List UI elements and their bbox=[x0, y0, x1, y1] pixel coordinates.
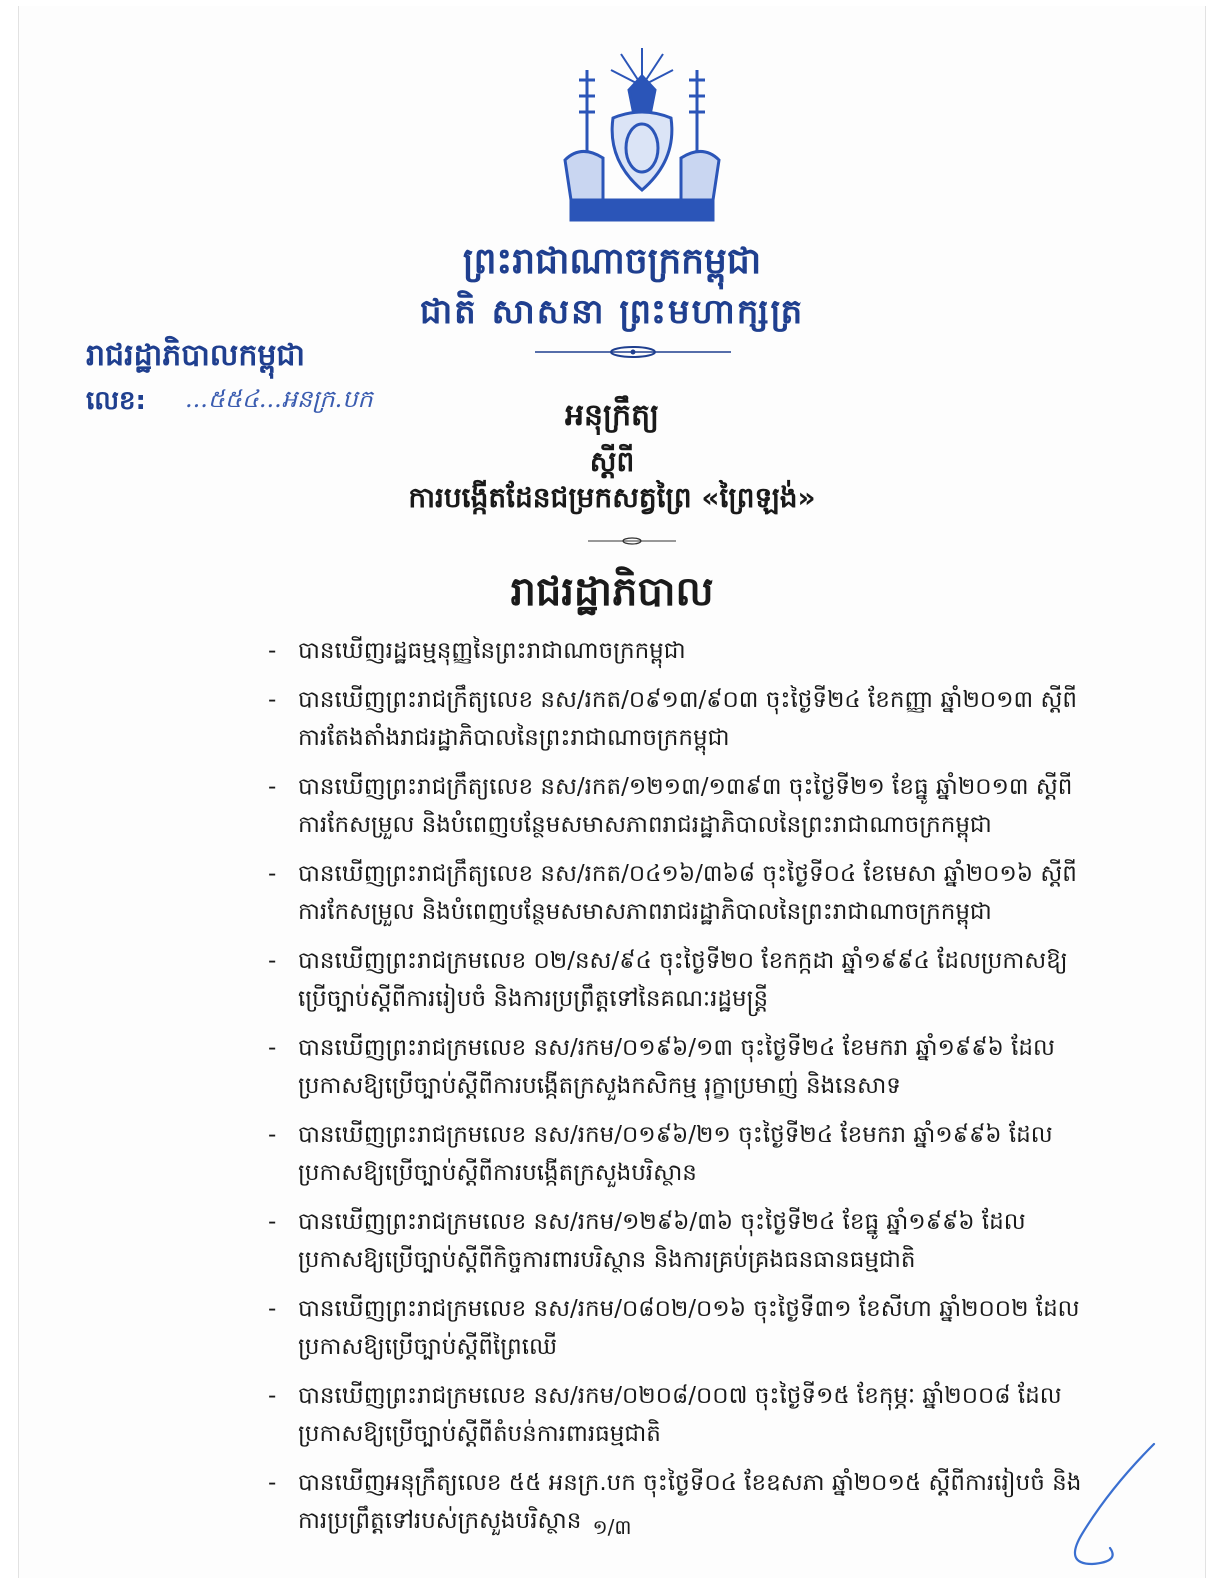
consideration-text: បានឃើញព្រះរាជក្រមលេខ នស/រកម/១២៩៦/៣៦ ចុះថ្ងៃទី២៤ ខែធ្នូ ឆ្នាំ១៩៩៦ ដែលប្រកាសឱ្យប្រើច្បាប់ស្តីពីកិច្ចការពារបរិស្ថាន និងការគ្រប់គ្រងធនធានធម្មជាតិ bbox=[298, 1209, 1026, 1273]
consideration-text: បានឃើញព្រះរាជក្រឹត្យលេខ នស/រកត/១២១៣/១៣៩៣ ចុះថ្ងៃទី២១ ខែធ្នូ ឆ្នាំ២០១៣ ស្តីពីការកែសម្រួល និងបំពេញបន្ថែមសមាសភាពរាជរដ្ឋាភិបាលនៃព្រះរាជាណាចក្រកម្ពុជា bbox=[298, 774, 1073, 838]
consideration-text: បានឃើញព្រះរាជក្រមលេខ ០២/នស/៩៤ ចុះថ្ងៃទី២០ ខែកក្កដា ឆ្នាំ១៩៩៤ ដែលប្រកាសឱ្យប្រើច្បាប់ស្តីពីការរៀបចំ និងការប្រព្រឹត្តទៅនៃគណៈរដ្ឋមន្ត្រី bbox=[298, 948, 1068, 1012]
list-item: - បានឃើញព្រះរាជក្រមលេខ ០២/នស/៩៤ ចុះថ្ងៃទី២០ ខែកក្កដា ឆ្នាំ១៩៩៤ ដែលប្រកាសឱ្យប្រើច្បាប់ស្តីពីការរៀបចំ និងការប្រព្រឹត្តទៅនៃគណៈរដ្ឋមន្ត្រី bbox=[268, 948, 1068, 1012]
signature-stroke bbox=[1050, 1438, 1170, 1568]
list-item: - បានឃើញព្រះរាជក្រឹត្យលេខ នស/រកត/១២១៣/១៣៩៣ ចុះថ្ងៃទី២១ ខែធ្នូ ឆ្នាំ២០១៣ ស្តីពីការកែសម្រួល និងបំពេញបន្ថែមសមាសភាពរាជរដ្ឋាភិបាលនៃព្រះរាជាណាចក្រកម្ពុជា bbox=[268, 774, 1073, 838]
national-motto: ជាតិ សាសនា ព្រះមហាក្សត្រ bbox=[419, 292, 805, 332]
consideration-text: បានឃើញព្រះរាជក្រមលេខ នស/រកម/០១៩៦/២១ ចុះថ្ងៃទី២៤ ខែមករា ឆ្នាំ១៩៩៦ ដែលប្រកាសឱ្យប្រើច្បាប់ស្តីពីការបង្កើតក្រសួងបរិស្ថាន bbox=[298, 1122, 1053, 1186]
consideration-text: បានឃើញព្រះរាជក្រឹត្យលេខ នស/រកត/០៩១៣/៩០៣ ចុះថ្ងៃទី២៤ ខែកញ្ញា ឆ្នាំ២០១៣ ស្តីពីការតែងតាំងរាជរដ្ឋាភិបាលនៃព្រះរាជាណាចក្រកម្ពុជា bbox=[298, 687, 1078, 751]
list-item: - បានឃើញព្រះរាជក្រមលេខ នស/រកម/០១៩៦/២១ ចុះថ្ងៃទី២៤ ខែមករា ឆ្នាំ១៩៩៦ ដែលប្រកាសឱ្យប្រើច្បាប់ស្តីពីការបង្កើតក្រសួងបរិស្ថាន bbox=[268, 1122, 1053, 1186]
list-item: - បានឃើញព្រះរាជក្រឹត្យលេខ នស/រកត/០៩១៣/៩០៣ ចុះថ្ងៃទី២៤ ខែកញ្ញា ឆ្នាំ២០១៣ ស្តីពីការតែងតាំងរាជរដ្ឋាភិបាលនៃព្រះរាជាណាចក្រកម្ពុជា bbox=[268, 687, 1078, 751]
considerations-list bbox=[268, 632, 1094, 1551]
page-number: ១/៣ bbox=[592, 1515, 632, 1539]
royal-emblem-icon bbox=[551, 40, 733, 230]
consideration-text: បានឃើញព្រះរាជក្រមលេខ នស/រកម/០១៩៦/១៣ ចុះថ្ងៃទី២៤ ខែមករា ឆ្នាំ១៩៩៦ ដែលប្រកាសឱ្យប្រើច្បាប់ស្តីពីការបង្កើតក្រសួងកសិកម្ម រុក្ខាប្រមាញ់ និងនេសាទ bbox=[298, 1035, 1055, 1099]
small-divider-icon bbox=[588, 537, 676, 545]
reference-number: ...៥៥៤...អនក្រ.បក bbox=[185, 385, 373, 413]
document-type: អនុក្រឹត្យ bbox=[564, 398, 660, 433]
list-item: - បានឃើញព្រះរាជក្រមលេខ នស/រកម/១២៩៦/៣៦ ចុះថ្ងៃទី២៤ ខែធ្នូ ឆ្នាំ១៩៩៦ ដែលប្រកាសឱ្យប្រើច្បាប់ស្តីពីកិច្ចការពារបរិស្ថាន និងការគ្រប់គ្រងធនធានធម្មជាតិ bbox=[268, 1209, 1026, 1273]
consideration-text: បានឃើញព្រះរាជក្រឹត្យលេខ នស/រកត/០៤១៦/៣៦៨ ចុះថ្ងៃទី០៤ ខែមេសា ឆ្នាំ២០១៦ ស្តីពីការកែសម្រួល និងបំពេញបន្ថែមសមាសភាពរាជរដ្ឋាភិបាលនៃព្រះរាជាណាចក្រកម្ពុជា bbox=[298, 861, 1077, 925]
consideration-text: បានឃើញព្រះរាជក្រមលេខ នស/រកម/០២០៨/០០៧ ចុះថ្ងៃទី១៥ ខែកុម្ភៈ ឆ្នាំ២០០៨ ដែលប្រកាសឱ្យប្រើច្បាប់ស្តីពីតំបន់ការពារធម្មជាតិ bbox=[298, 1383, 1062, 1447]
consideration-text: បានឃើញព្រះរាជក្រមលេខ នស/រកម/០៨០២/០១៦ ចុះថ្ងៃទី៣១ ខែសីហា ឆ្នាំ២០០២ ដែលប្រកាសឱ្យប្រើច្បាប់ស្តីពីព្រៃឈើ bbox=[298, 1296, 1080, 1360]
list-item: - បានឃើញអនុក្រឹត្យលេខ ៥៥ អនក្រ.បក ចុះថ្ងៃទី០៤ ខែឧសភា ឆ្នាំ២០១៥ ស្តីពីការរៀបចំ និងការប្រព្រឹត្តទៅរបស់ក្រសួងបរិស្ថាន bbox=[268, 1470, 1082, 1534]
ornament-divider-icon bbox=[535, 345, 731, 359]
document-subject: ការបង្កើតដែនជម្រកសត្វព្រៃ «ព្រៃឡង់» bbox=[408, 481, 816, 514]
document-about: ស្តីពី bbox=[589, 445, 635, 478]
list-item: - បានឃើញព្រះរាជក្រមលេខ នស/រកម/០១៩៦/១៣ ចុះថ្ងៃទី២៤ ខែមករា ឆ្នាំ១៩៩៦ ដែលប្រកាសឱ្យប្រើច្បាប់ស្តីពីការបង្កើតក្រសួងកសិកម្ម រុក្ខាប្រមាញ់ និងនេសាទ bbox=[268, 1035, 1055, 1099]
list-item: - បានឃើញព្រះរាជក្រឹត្យលេខ នស/រកត/០៤១៦/៣៦៨ ចុះថ្ងៃទី០៤ ខែមេសា ឆ្នាំ២០១៦ ស្តីពីការកែសម្រួល និងបំពេញបន្ថែមសមាសភាពរាជរដ្ឋាភិបាលនៃព្រះរាជាណាចក្រកម្ពុជា bbox=[268, 861, 1077, 925]
issuer-heading: រាជរដ្ឋាភិបាល bbox=[510, 569, 714, 615]
consideration-text: បានឃើញអនុក្រឹត្យលេខ ៥៥ អនក្រ.បក ចុះថ្ងៃទី០៤ ខែឧសភា ឆ្នាំ២០១៥ ស្តីពីការរៀបចំ និងការប្រព្រឹត្តទៅរបស់ក្រសួងបរិស្ថាន bbox=[298, 1470, 1082, 1534]
list-item: - បានឃើញព្រះរាជក្រមលេខ នស/រកម/០២០៨/០០៧ ចុះថ្ងៃទី១៥ ខែកុម្ភៈ ឆ្នាំ២០០៨ ដែលប្រកាសឱ្យប្រើច្បាប់ស្តីពីតំបន់ការពារធម្មជាតិ bbox=[268, 1383, 1062, 1447]
list-item: - បានឃើញព្រះរាជក្រមលេខ នស/រកម/០៨០២/០១៦ ចុះថ្ងៃទី៣១ ខែសីហា ឆ្នាំ២០០២ ដែលប្រកាសឱ្យប្រើច្បាប់ស្តីពីព្រៃឈើ bbox=[268, 1296, 1080, 1360]
list-item: - បានឃើញរដ្ឋធម្មនុញ្ញនៃព្រះរាជាណាចក្រកម្ពុជា bbox=[268, 638, 686, 664]
consideration-text: បានឃើញរដ្ឋធម្មនុញ្ញនៃព្រះរាជាណាចក្រកម្ពុជា bbox=[298, 638, 686, 664]
kingdom-name: ព្រះរាជាណាចក្រកម្ពុជា bbox=[462, 241, 762, 282]
government-name: រាជរដ្ឋាភិបាលកម្ពុជា bbox=[86, 338, 305, 373]
reference-label: លេខ: bbox=[86, 386, 146, 416]
